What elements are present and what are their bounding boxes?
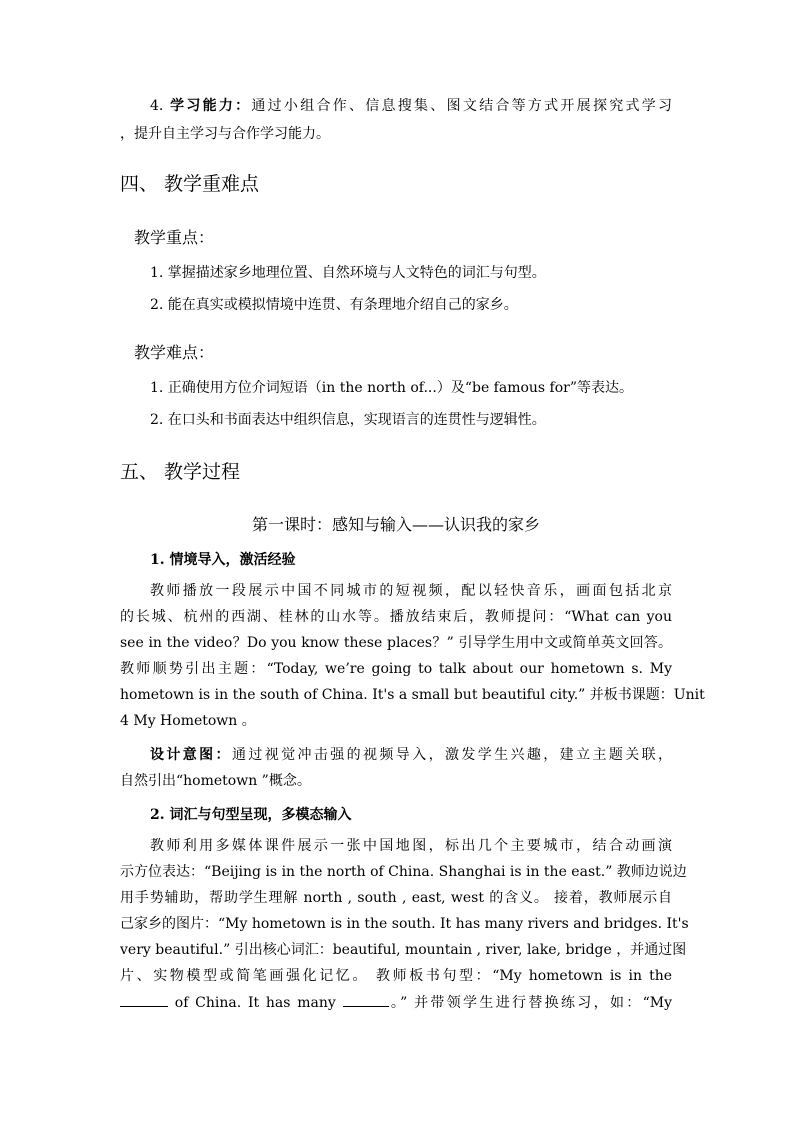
step-1-line-4: 教师顺势引出主题：“Today, we’re going to talk about our hometown s. My [120, 661, 672, 677]
key-point-2: 2. 能在真实或模拟情境中连贯、有条理地介绍自己的家乡。 [150, 297, 518, 313]
section-5-heading: 五、 教学过程 [120, 461, 241, 483]
design-label: 设计意图： [150, 747, 232, 763]
difficulty-point-2: 2. 在口头和书面表达中组织信息，实现语言的连贯性与逻辑性。 [150, 412, 546, 428]
difficulty-point-1: 1. 正确使用方位介词短语（in the north of...）及“be famous for”等表达。 [150, 380, 634, 396]
step-2-line-6: 片、实物模型或简笔画强化记忆。 教师板书句型：“My hometown is in the [120, 968, 672, 984]
step-2-line-1: 教师利用多媒体课件展示一张中国地图，标出几个主要城市，结合动画演 [150, 838, 672, 854]
fill-blank-2 [343, 993, 389, 1007]
step-1-title [150, 550, 672, 570]
step-2-line-7 [120, 993, 672, 1013]
ability-item-4 [150, 96, 672, 116]
step-1-line-1: 教师播放一段展示中国不同城市的短视频，配以轻快音乐，画面包括北京 [150, 583, 672, 599]
design-intent [150, 745, 672, 765]
design-text: 通过视觉冲击强的视频导入，激发学生兴趣，建立主题关联， [231, 747, 673, 763]
step-2-line-2: 示方位表达：“Beijing is in the north of China. Shanghai is in the east.” 教师边说边 [120, 864, 687, 880]
design-intent-cont: 自然引出“hometown ”概念。 [120, 773, 311, 789]
item-number: 4. [150, 98, 164, 114]
lesson-1-title: 第一课时：感知与输入——认识我的家乡 [251, 515, 540, 534]
key-point-1: 1. 掌握描述家乡地理位置、自然环境与人文特色的词汇与句型。 [150, 265, 546, 281]
step-2-title [150, 805, 672, 825]
fill-blank-1 [120, 993, 168, 1007]
step-2-line-7a: of China. It has many [168, 995, 343, 1011]
step-2-title-text: 2. 词汇与句型呈现，多模态输入 [150, 807, 352, 823]
step-1-title-text: 1. 情境导入，激活经验 [150, 552, 296, 568]
difficulty-label: 教学难点： [134, 343, 215, 362]
step-1-line-5: hometown is in the south of China. It's a small but beautiful city.” 并板书课题：Unit [120, 687, 705, 703]
step-1-line-2: 的长城、杭州的西湖、桂林的山水等。播放结束后，教师提问：“What can you [120, 609, 672, 625]
step-2-line-3: 用手势辅助，帮助学生理解 north , south , east, west 的含义。 接着，教师展示自 [120, 890, 672, 906]
section-4-heading: 四、 教学重难点 [120, 173, 260, 195]
ability-item-4-cont: ，提升自主学习与合作学习能力。 [120, 126, 330, 142]
item-label: 学习能力： [170, 98, 252, 114]
step-2-line-7b: 。” 并带领学生进行替换练习，如：“My [388, 995, 672, 1011]
step-1-line-6: 4 My Hometown 。 [120, 713, 256, 729]
key-points-label: 教学重点： [134, 228, 215, 247]
item-text: 通过小组合作、信息搜集、图文结合等方式开展探究式学习 [251, 98, 673, 114]
step-2-line-4: 己家乡的图片：“My hometown is in the south. It has many rivers and bridges. It's [120, 916, 689, 932]
step-1-line-3: see in the video？Do you know these places？” 引导学生用中文或简单英文回答。 [120, 635, 672, 651]
step-2-line-5: very beautiful.” 引出核心词汇：beautiful, mountain , river, lake, bridge ，并通过图 [120, 942, 687, 958]
